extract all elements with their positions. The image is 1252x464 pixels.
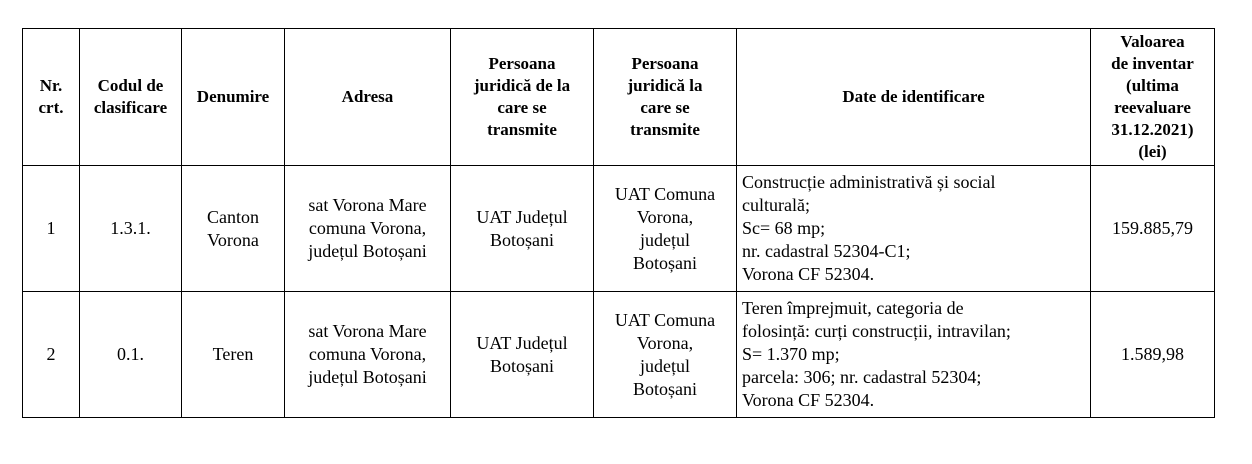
header-nr: Nr. crt. bbox=[23, 29, 80, 166]
cell-de-la: UAT Județul Botoșani bbox=[451, 166, 594, 292]
cell-adresa: sat Vorona Mare comuna Vorona, județul Botoșani bbox=[285, 292, 451, 418]
header-adresa: Adresa bbox=[285, 29, 451, 166]
cell-cod: 0.1. bbox=[80, 292, 182, 418]
header-de-la: Persoana juridică de la care se transmite bbox=[451, 29, 594, 166]
header-denumire: Denumire bbox=[182, 29, 285, 166]
header-valoare: Valoarea de inventar (ultima reevaluare 31.12.2021) (lei) bbox=[1091, 29, 1215, 166]
table-row bbox=[23, 292, 1215, 418]
inventory-table bbox=[22, 28, 1215, 418]
header-cod: Codul de clasificare bbox=[80, 29, 182, 166]
cell-nr: 1 bbox=[23, 166, 80, 292]
header-la: Persoana juridică la care se transmite bbox=[594, 29, 737, 166]
cell-denumire: Teren bbox=[182, 292, 285, 418]
cell-date-identificare: Teren împrejmuit, categoria de folosință: curți construcții, intravilan; S= 1.370 mp; parcela: 306; nr. cadastral 52304; Vorona CF 52304. bbox=[737, 292, 1091, 418]
header-date-identificare: Date de identificare bbox=[737, 29, 1091, 166]
table-body bbox=[23, 166, 1215, 418]
cell-valoare: 1.589,98 bbox=[1091, 292, 1215, 418]
cell-valoare: 159.885,79 bbox=[1091, 166, 1215, 292]
cell-date-identificare: Construcție administrativă și social culturală; Sc= 68 mp; nr. cadastral 52304-C1; Vorona CF 52304. bbox=[737, 166, 1091, 292]
cell-de-la: UAT Județul Botoșani bbox=[451, 292, 594, 418]
table-row bbox=[23, 166, 1215, 292]
cell-nr: 2 bbox=[23, 292, 80, 418]
cell-la: UAT Comuna Vorona, județul Botoșani bbox=[594, 166, 737, 292]
table-header bbox=[23, 29, 1215, 166]
cell-cod: 1.3.1. bbox=[80, 166, 182, 292]
cell-adresa: sat Vorona Mare comuna Vorona, județul Botoșani bbox=[285, 166, 451, 292]
cell-la: UAT Comuna Vorona, județul Botoșani bbox=[594, 292, 737, 418]
header-row bbox=[23, 29, 1215, 166]
cell-denumire: Canton Vorona bbox=[182, 166, 285, 292]
